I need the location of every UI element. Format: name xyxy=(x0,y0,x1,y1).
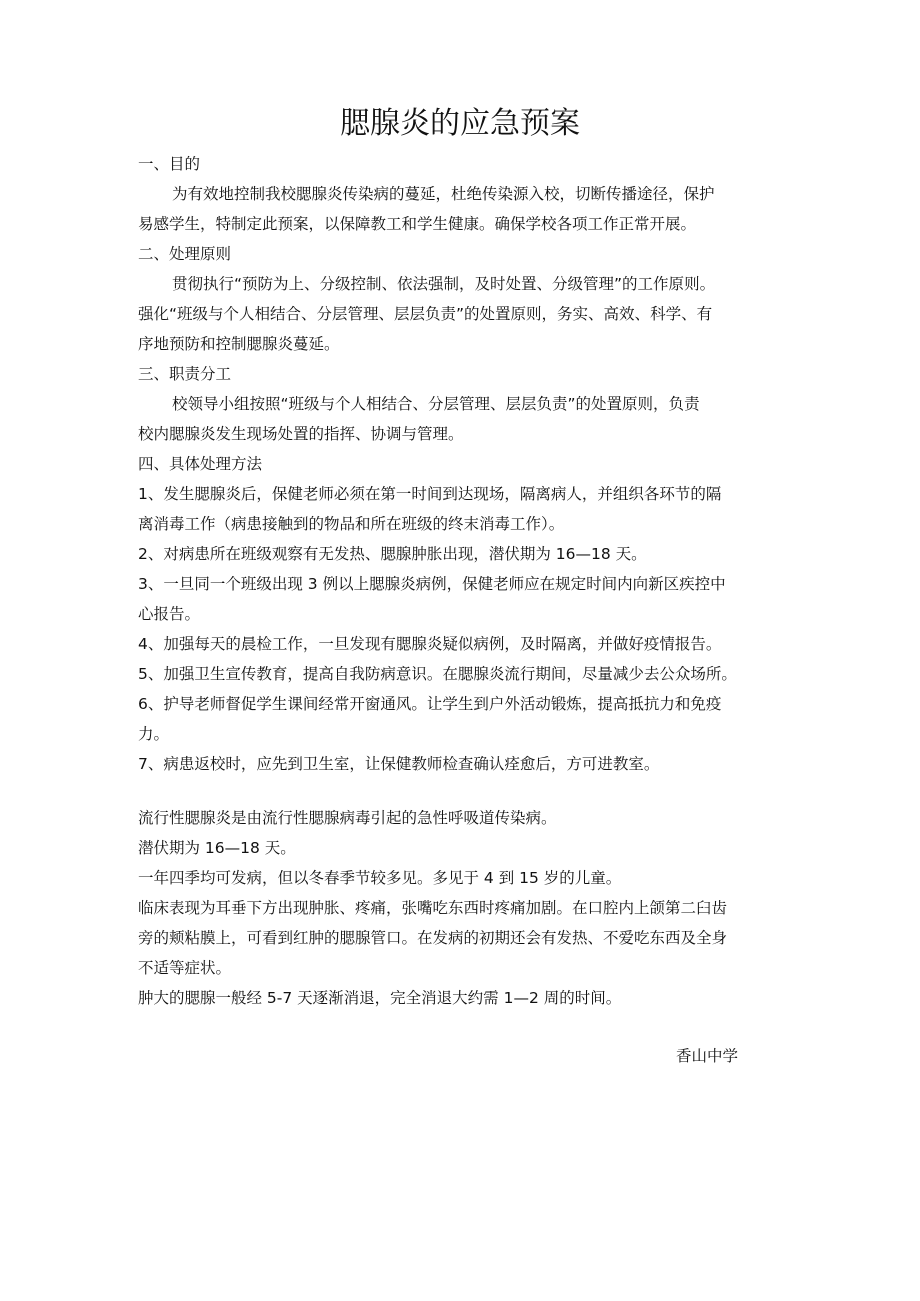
method-line-10: 7、病患返校时，应先到卫生室，让保健教师检查确认痊愈后，方可进教室。 xyxy=(138,755,660,773)
method-line-1: 1、发生腮腺炎后，保健老师必须在第一时间到达现场，隔离病人，并组织各环节的隔 xyxy=(138,485,722,503)
note-line-5: 旁的颊粘膜上，可看到红肿的腮腺管口。在发病的初期还会有发热、不爱吃东西及全身 xyxy=(138,929,728,947)
principles-line-2: 强化“班级与个人相结合、分层管理、层层负责”的处置原则，务实、高效、科学、有 xyxy=(138,305,713,323)
section-heading-methods: 四、具体处理方法 xyxy=(138,455,263,473)
principles-line-1: 贯彻执行“预防为上、分级控制、依法强制，及时处置、分级管理”的工作原则。 xyxy=(172,275,716,293)
method-line-4: 3、一旦同一个班级出现 3 例以上腮腺炎病例，保健老师应在规定时间内向新区疾控中 xyxy=(138,575,726,593)
note-line-2: 潜伏期为 16—18 天。 xyxy=(138,839,296,857)
section-heading-responsibilities: 三、职责分工 xyxy=(138,365,232,383)
note-line-4: 临床表现为耳垂下方出现肿胀、疼痛，张嘴吃东西时疼痛加剧。在口腔内上颌第二臼齿 xyxy=(138,899,728,917)
responsibilities-line-1: 校领导小组按照“班级与个人相结合、分层管理、层层负责”的处置原则，负责 xyxy=(172,395,700,413)
section-heading-principles: 二、处理原则 xyxy=(138,245,232,263)
method-line-7: 5、加强卫生宣传教育，提高自我防病意识。在腮腺炎流行期间，尽量减少去公众场所。 xyxy=(138,665,737,683)
note-line-6: 不适等症状。 xyxy=(138,959,232,977)
method-line-5: 心报告。 xyxy=(138,605,201,623)
note-line-7: 肿大的腮腺一般经 5-7 天逐渐消退，完全消退大约需 1—2 周的时间。 xyxy=(138,989,622,1007)
responsibilities-line-2: 校内腮腺炎发生现场处置的指挥、协调与管理。 xyxy=(138,425,464,443)
method-line-6: 4、加强每天的晨检工作，一旦发现有腮腺炎疑似病例，及时隔离，并做好疫情报告。 xyxy=(138,635,722,653)
method-line-2: 离消毒工作（病患接触到的物品和所在班级的终末消毒工作）。 xyxy=(138,515,565,533)
method-line-8: 6、护导老师督促学生课间经常开窗通风。让学生到户外活动锻炼，提高抵抗力和免疫 xyxy=(138,695,722,713)
purpose-line-2: 易感学生，特制定此预案，以保障教工和学生健康。确保学校各项工作正常开展。 xyxy=(138,215,697,233)
document-title: 腮腺炎的应急预案 xyxy=(340,106,580,141)
method-line-9: 力。 xyxy=(138,725,170,743)
principles-line-3: 序地预防和控制腮腺炎蔓延。 xyxy=(138,335,340,353)
purpose-line-1: 为有效地控制我校腮腺炎传染病的蔓延，杜绝传染源入校，切断传播途径，保护 xyxy=(172,185,715,203)
method-line-3: 2、对病患所在班级观察有无发热、腮腺肿胀出现，潜伏期为 16—18 天。 xyxy=(138,545,647,563)
note-line-3: 一年四季均可发病，但以冬春季节较多见。多见于 4 到 15 岁的儿童。 xyxy=(138,869,622,887)
note-line-1: 流行性腮腺炎是由流行性腮腺病毒引起的急性呼吸道传染病。 xyxy=(138,809,557,827)
section-heading-purpose: 一、目的 xyxy=(138,155,201,173)
signature: 香山中学 xyxy=(676,1047,739,1065)
